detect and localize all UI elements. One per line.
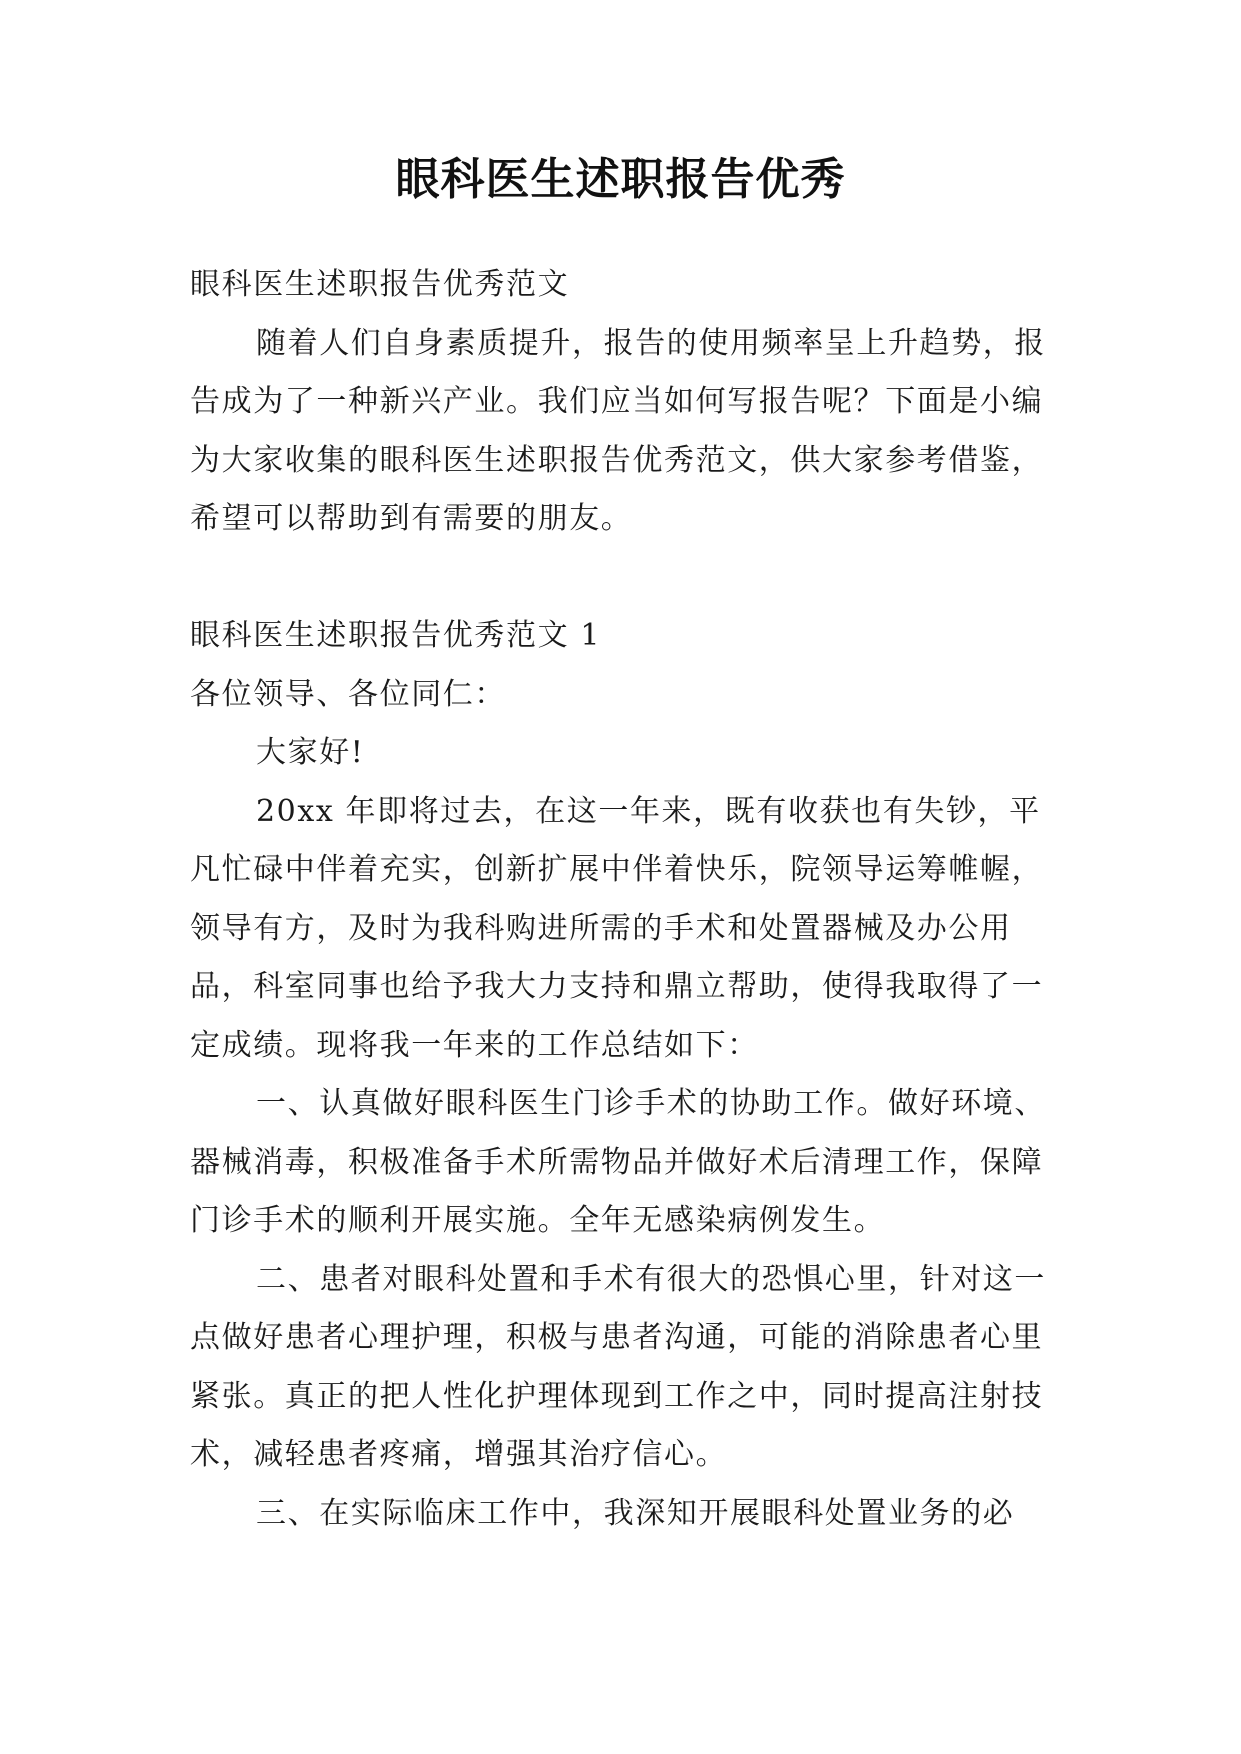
body-paragraph: 二、患者对眼科处置和手术有很大的恐惧心里，针对这一点做好患者心理护理，积极与患者沟通，可能的消除患者心里紧张。真正的把人性化护理体现到工作之中，同时提高注射技术，减轻患者疼痛，增强其治疗信心。 [190, 1261, 1046, 1472]
greeting-line: 大家好! [256, 735, 365, 770]
paragraph-spacer [190, 549, 1050, 608]
body-paragraph: 20xx 年即将过去，在这一年来，既有收获也有失钞，平凡忙碌中伴着充实，创新扩展中伴着快乐，院领导运筹帷幄，领导有方，及时为我科购进所需的手术和处置器械及办公用品，科室同事也给予我大力支持和鼎立帮助，使得我取得了一定成绩。现将我一年来的工作总结如下： [190, 793, 1044, 1063]
document-title: 眼科医生述职报告优秀 [395, 154, 846, 205]
document-body [190, 256, 1050, 1543]
subtitle-line: 眼科医生述职报告优秀范文 [190, 267, 570, 302]
body-paragraph: 三、在实际临床工作中，我深知开展眼科处置业务的必 [256, 1495, 1015, 1531]
salutation-line: 各位领导、各位同仁： [190, 676, 506, 712]
intro-paragraph: 随着人们自身素质提升，报告的使用频率呈上升趋势，报告成为了一种新兴产业。我们应当如何写报告呢？下面是小编为大家收集的眼科医生述职报告优秀范文，供大家参考借鉴，希望可以帮助到有需要的朋友。 [190, 325, 1046, 536]
section-heading: 眼科医生述职报告优秀范文 1 [190, 618, 602, 653]
body-paragraph: 一、认真做好眼科医生门诊手术的协助工作。做好环境、器械消毒，积极准备手术所需物品并做好术后清理工作，保障门诊手术的顺利开展实施。全年无感染病例发生。 [190, 1086, 1046, 1238]
